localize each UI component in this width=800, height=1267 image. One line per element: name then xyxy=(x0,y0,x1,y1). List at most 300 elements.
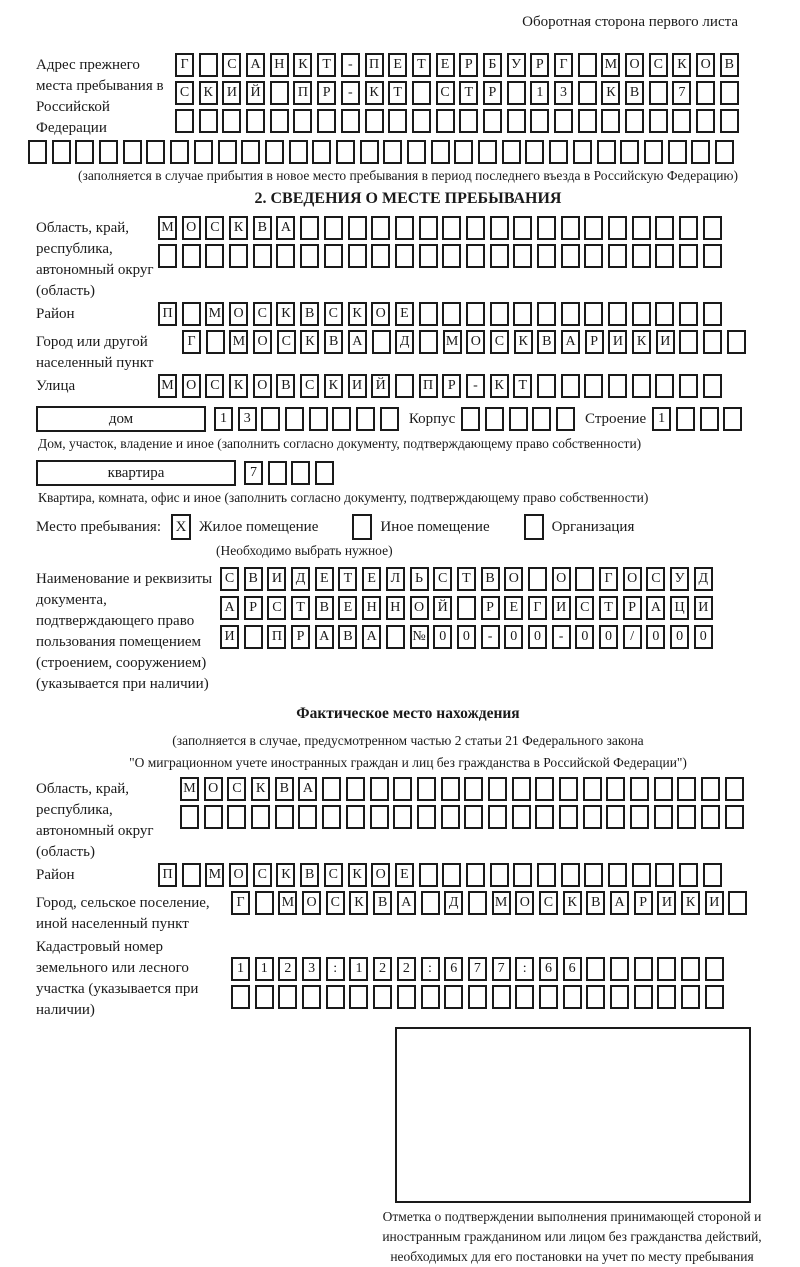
char-cell[interactable]: 0 xyxy=(528,625,547,649)
char-cell[interactable]: Т xyxy=(459,81,478,105)
char-cell[interactable]: С xyxy=(253,302,272,326)
char-cell[interactable] xyxy=(349,985,368,1009)
char-cell[interactable] xyxy=(275,805,294,829)
char-cell[interactable] xyxy=(584,244,603,268)
char-cell[interactable] xyxy=(468,985,487,1009)
char-cell[interactable]: К xyxy=(300,330,319,354)
char-cell[interactable] xyxy=(246,109,265,133)
char-cell[interactable] xyxy=(696,81,715,105)
stay-type-organization-checkbox[interactable] xyxy=(524,514,544,540)
char-cell[interactable] xyxy=(649,109,668,133)
char-cell[interactable] xyxy=(75,140,94,164)
char-cell[interactable] xyxy=(158,244,177,268)
char-cell[interactable]: А xyxy=(298,777,317,801)
char-cell[interactable] xyxy=(146,140,165,164)
char-cell[interactable]: Д xyxy=(395,330,414,354)
char-cell[interactable] xyxy=(170,140,189,164)
char-cell[interactable] xyxy=(444,985,463,1009)
char-cell[interactable]: А xyxy=(610,891,629,915)
char-cell[interactable] xyxy=(703,863,722,887)
char-cell[interactable]: К xyxy=(276,863,295,887)
char-cell[interactable]: Р xyxy=(244,596,263,620)
char-cell[interactable] xyxy=(326,985,345,1009)
char-cell[interactable]: Ц xyxy=(670,596,689,620)
char-cell[interactable] xyxy=(657,985,676,1009)
char-cell[interactable] xyxy=(490,863,509,887)
stay-type-residential-checkbox[interactable]: X xyxy=(171,514,191,540)
char-cell[interactable] xyxy=(466,244,485,268)
char-cell[interactable] xyxy=(270,81,289,105)
char-cell[interactable] xyxy=(676,407,695,431)
char-cell[interactable]: Т xyxy=(599,596,618,620)
char-cell[interactable] xyxy=(488,777,507,801)
char-cell[interactable] xyxy=(584,302,603,326)
char-cell[interactable]: Ь xyxy=(410,567,429,591)
char-cell[interactable] xyxy=(123,140,142,164)
char-cell[interactable]: К xyxy=(348,302,367,326)
char-cell[interactable] xyxy=(681,985,700,1009)
char-cell[interactable]: 7 xyxy=(244,461,263,485)
char-cell[interactable] xyxy=(537,244,556,268)
char-cell[interactable]: В xyxy=(315,596,334,620)
char-cell[interactable] xyxy=(356,407,375,431)
char-cell[interactable]: Р xyxy=(623,596,642,620)
char-cell[interactable] xyxy=(705,957,724,981)
char-cell[interactable] xyxy=(632,863,651,887)
char-cell[interactable] xyxy=(373,985,392,1009)
char-cell[interactable] xyxy=(180,805,199,829)
char-cell[interactable] xyxy=(52,140,71,164)
char-cell[interactable]: К xyxy=(601,81,620,105)
char-cell[interactable] xyxy=(421,891,440,915)
char-cell[interactable]: И xyxy=(220,625,239,649)
char-cell[interactable]: В xyxy=(625,81,644,105)
char-cell[interactable] xyxy=(679,374,698,398)
char-cell[interactable] xyxy=(466,216,485,240)
char-cell[interactable] xyxy=(417,805,436,829)
char-cell[interactable]: К xyxy=(251,777,270,801)
char-cell[interactable] xyxy=(561,244,580,268)
char-cell[interactable] xyxy=(199,109,218,133)
char-cell[interactable] xyxy=(512,805,531,829)
char-cell[interactable]: 0 xyxy=(575,625,594,649)
char-cell[interactable] xyxy=(388,109,407,133)
char-cell[interactable]: С xyxy=(324,302,343,326)
char-cell[interactable]: Д xyxy=(444,891,463,915)
char-cell[interactable] xyxy=(703,302,722,326)
char-cell[interactable]: Й xyxy=(433,596,452,620)
char-cell[interactable] xyxy=(608,302,627,326)
char-cell[interactable] xyxy=(701,777,720,801)
char-cell[interactable]: И xyxy=(694,596,713,620)
char-cell[interactable] xyxy=(539,985,558,1009)
char-cell[interactable]: П xyxy=(158,302,177,326)
char-cell[interactable] xyxy=(720,109,739,133)
char-cell[interactable] xyxy=(657,957,676,981)
char-cell[interactable] xyxy=(575,567,594,591)
char-cell[interactable] xyxy=(632,244,651,268)
char-cell[interactable]: С xyxy=(277,330,296,354)
char-cell[interactable]: О xyxy=(302,891,321,915)
char-cell[interactable]: Е xyxy=(362,567,381,591)
char-cell[interactable] xyxy=(528,567,547,591)
char-cell[interactable] xyxy=(312,140,331,164)
char-cell[interactable] xyxy=(701,805,720,829)
char-cell[interactable]: Е xyxy=(338,596,357,620)
char-cell[interactable] xyxy=(253,244,272,268)
char-cell[interactable]: С xyxy=(490,330,509,354)
char-cell[interactable] xyxy=(632,374,651,398)
char-cell[interactable]: 3 xyxy=(302,957,321,981)
char-cell[interactable] xyxy=(488,805,507,829)
char-cell[interactable] xyxy=(681,957,700,981)
char-cell[interactable] xyxy=(679,863,698,887)
char-cell[interactable] xyxy=(578,53,597,77)
char-cell[interactable] xyxy=(696,109,715,133)
char-cell[interactable]: О xyxy=(625,53,644,77)
char-cell[interactable] xyxy=(289,140,308,164)
char-cell[interactable]: С xyxy=(324,863,343,887)
char-cell[interactable]: Л xyxy=(386,567,405,591)
char-cell[interactable]: - xyxy=(466,374,485,398)
char-cell[interactable] xyxy=(725,777,744,801)
char-cell[interactable]: О xyxy=(253,374,272,398)
char-cell[interactable] xyxy=(348,244,367,268)
char-cell[interactable] xyxy=(229,244,248,268)
char-cell[interactable]: Н xyxy=(386,596,405,620)
char-cell[interactable]: П xyxy=(158,863,177,887)
char-cell[interactable] xyxy=(507,81,526,105)
char-cell[interactable] xyxy=(206,330,225,354)
char-cell[interactable] xyxy=(442,244,461,268)
char-cell[interactable]: - xyxy=(341,81,360,105)
char-cell[interactable] xyxy=(525,140,544,164)
char-cell[interactable]: 6 xyxy=(563,957,582,981)
char-cell[interactable] xyxy=(332,407,351,431)
char-cell[interactable] xyxy=(278,985,297,1009)
char-cell[interactable]: Р xyxy=(634,891,653,915)
char-cell[interactable]: В xyxy=(537,330,556,354)
char-cell[interactable]: Т xyxy=(412,53,431,77)
char-cell[interactable] xyxy=(578,109,597,133)
char-cell[interactable] xyxy=(441,805,460,829)
char-cell[interactable] xyxy=(559,777,578,801)
char-cell[interactable] xyxy=(28,140,47,164)
char-cell[interactable] xyxy=(537,374,556,398)
char-cell[interactable]: К xyxy=(514,330,533,354)
char-cell[interactable]: С xyxy=(222,53,241,77)
char-cell[interactable]: А xyxy=(315,625,334,649)
char-cell[interactable] xyxy=(407,140,426,164)
char-cell[interactable]: Д xyxy=(694,567,713,591)
char-cell[interactable]: 1 xyxy=(652,407,671,431)
char-cell[interactable] xyxy=(244,625,263,649)
char-cell[interactable]: П xyxy=(419,374,438,398)
char-cell[interactable]: И xyxy=(608,330,627,354)
char-cell[interactable] xyxy=(464,805,483,829)
char-cell[interactable] xyxy=(300,216,319,240)
char-cell[interactable] xyxy=(421,985,440,1009)
char-cell[interactable]: : xyxy=(326,957,345,981)
char-cell[interactable]: О xyxy=(371,863,390,887)
char-cell[interactable]: Т xyxy=(317,53,336,77)
char-cell[interactable]: В xyxy=(373,891,392,915)
char-cell[interactable]: : xyxy=(515,957,534,981)
char-cell[interactable] xyxy=(417,777,436,801)
char-cell[interactable]: В xyxy=(720,53,739,77)
char-cell[interactable] xyxy=(644,140,663,164)
char-cell[interactable]: М xyxy=(158,374,177,398)
char-cell[interactable]: О xyxy=(182,374,201,398)
char-cell[interactable] xyxy=(276,244,295,268)
char-cell[interactable] xyxy=(630,777,649,801)
char-cell[interactable] xyxy=(632,216,651,240)
char-cell[interactable]: / xyxy=(623,625,642,649)
char-cell[interactable]: - xyxy=(552,625,571,649)
char-cell[interactable] xyxy=(561,374,580,398)
char-cell[interactable] xyxy=(265,140,284,164)
char-cell[interactable]: Е xyxy=(395,302,414,326)
char-cell[interactable]: С xyxy=(433,567,452,591)
char-cell[interactable] xyxy=(419,330,438,354)
char-cell[interactable] xyxy=(442,302,461,326)
char-cell[interactable] xyxy=(241,140,260,164)
char-cell[interactable]: И xyxy=(267,567,286,591)
char-cell[interactable] xyxy=(727,330,746,354)
char-cell[interactable] xyxy=(630,805,649,829)
char-cell[interactable]: Е xyxy=(436,53,455,77)
char-cell[interactable]: В xyxy=(300,302,319,326)
char-cell[interactable]: У xyxy=(507,53,526,77)
char-cell[interactable] xyxy=(515,985,534,1009)
char-cell[interactable]: С xyxy=(300,374,319,398)
char-cell[interactable]: О xyxy=(504,567,523,591)
char-cell[interactable]: В xyxy=(253,216,272,240)
char-cell[interactable]: : xyxy=(421,957,440,981)
char-cell[interactable]: К xyxy=(229,374,248,398)
char-cell[interactable]: Р xyxy=(459,53,478,77)
char-cell[interactable]: М xyxy=(278,891,297,915)
char-cell[interactable] xyxy=(302,985,321,1009)
char-cell[interactable] xyxy=(606,805,625,829)
char-cell[interactable] xyxy=(625,109,644,133)
char-cell[interactable]: С xyxy=(220,567,239,591)
char-cell[interactable]: Т xyxy=(338,567,357,591)
char-cell[interactable] xyxy=(561,302,580,326)
char-cell[interactable]: С xyxy=(175,81,194,105)
char-cell[interactable]: 0 xyxy=(599,625,618,649)
char-cell[interactable]: 2 xyxy=(373,957,392,981)
char-cell[interactable]: А xyxy=(561,330,580,354)
char-cell[interactable] xyxy=(393,805,412,829)
char-cell[interactable] xyxy=(380,407,399,431)
char-cell[interactable]: М xyxy=(492,891,511,915)
char-cell[interactable] xyxy=(507,109,526,133)
char-cell[interactable]: Е xyxy=(315,567,334,591)
char-cell[interactable] xyxy=(360,140,379,164)
char-cell[interactable] xyxy=(270,109,289,133)
char-cell[interactable] xyxy=(601,109,620,133)
char-cell[interactable]: Р xyxy=(317,81,336,105)
char-cell[interactable]: К xyxy=(229,216,248,240)
char-cell[interactable]: Г xyxy=(231,891,250,915)
char-cell[interactable] xyxy=(584,216,603,240)
char-cell[interactable] xyxy=(298,805,317,829)
char-cell[interactable] xyxy=(655,302,674,326)
char-cell[interactable]: М xyxy=(229,330,248,354)
char-cell[interactable]: И xyxy=(348,374,367,398)
char-cell[interactable] xyxy=(348,216,367,240)
char-cell[interactable] xyxy=(654,805,673,829)
char-cell[interactable] xyxy=(490,244,509,268)
char-cell[interactable]: 1 xyxy=(231,957,250,981)
char-cell[interactable] xyxy=(556,407,575,431)
char-cell[interactable] xyxy=(261,407,280,431)
char-cell[interactable] xyxy=(655,863,674,887)
char-cell[interactable] xyxy=(483,109,502,133)
char-cell[interactable]: Б xyxy=(483,53,502,77)
char-cell[interactable] xyxy=(610,957,629,981)
char-cell[interactable] xyxy=(317,109,336,133)
char-cell[interactable] xyxy=(175,109,194,133)
char-cell[interactable]: Т xyxy=(291,596,310,620)
char-cell[interactable] xyxy=(554,109,573,133)
char-cell[interactable] xyxy=(293,109,312,133)
char-cell[interactable] xyxy=(255,985,274,1009)
char-cell[interactable]: О xyxy=(253,330,272,354)
char-cell[interactable] xyxy=(537,302,556,326)
char-cell[interactable] xyxy=(677,777,696,801)
char-cell[interactable]: Р xyxy=(442,374,461,398)
char-cell[interactable]: К xyxy=(681,891,700,915)
char-cell[interactable] xyxy=(397,985,416,1009)
char-cell[interactable] xyxy=(620,140,639,164)
char-cell[interactable] xyxy=(606,777,625,801)
char-cell[interactable]: К xyxy=(349,891,368,915)
char-cell[interactable] xyxy=(584,374,603,398)
char-cell[interactable] xyxy=(502,140,521,164)
char-cell[interactable] xyxy=(512,777,531,801)
char-cell[interactable]: К xyxy=(293,53,312,77)
char-cell[interactable]: 7 xyxy=(492,957,511,981)
char-cell[interactable]: К xyxy=(490,374,509,398)
char-cell[interactable] xyxy=(300,244,319,268)
char-cell[interactable]: Г xyxy=(182,330,201,354)
char-cell[interactable]: М xyxy=(158,216,177,240)
char-cell[interactable] xyxy=(586,957,605,981)
char-cell[interactable] xyxy=(291,461,310,485)
char-cell[interactable] xyxy=(634,985,653,1009)
char-cell[interactable] xyxy=(563,985,582,1009)
char-cell[interactable] xyxy=(199,53,218,77)
char-cell[interactable]: Р xyxy=(530,53,549,77)
char-cell[interactable]: 1 xyxy=(214,407,233,431)
char-cell[interactable] xyxy=(218,140,237,164)
char-cell[interactable]: К xyxy=(365,81,384,105)
char-cell[interactable]: 0 xyxy=(670,625,689,649)
char-cell[interactable]: 0 xyxy=(694,625,713,649)
char-cell[interactable]: В xyxy=(481,567,500,591)
char-cell[interactable] xyxy=(315,461,334,485)
char-cell[interactable]: К xyxy=(348,863,367,887)
char-cell[interactable] xyxy=(370,777,389,801)
char-cell[interactable] xyxy=(679,244,698,268)
char-cell[interactable]: П xyxy=(267,625,286,649)
char-cell[interactable]: Г xyxy=(599,567,618,591)
char-cell[interactable]: 0 xyxy=(433,625,452,649)
char-cell[interactable]: Е xyxy=(504,596,523,620)
char-cell[interactable]: С xyxy=(539,891,558,915)
char-cell[interactable]: С xyxy=(227,777,246,801)
char-cell[interactable]: О xyxy=(515,891,534,915)
char-cell[interactable]: С xyxy=(649,53,668,77)
char-cell[interactable]: О xyxy=(182,216,201,240)
char-cell[interactable] xyxy=(370,805,389,829)
char-cell[interactable] xyxy=(610,985,629,1009)
char-cell[interactable] xyxy=(513,863,532,887)
char-cell[interactable] xyxy=(677,805,696,829)
char-cell[interactable] xyxy=(559,805,578,829)
char-cell[interactable]: О xyxy=(371,302,390,326)
char-cell[interactable]: О xyxy=(466,330,485,354)
char-cell[interactable]: Т xyxy=(457,567,476,591)
char-cell[interactable] xyxy=(532,407,551,431)
char-cell[interactable]: А xyxy=(246,53,265,77)
char-cell[interactable]: 6 xyxy=(539,957,558,981)
char-cell[interactable]: В xyxy=(300,863,319,887)
char-cell[interactable] xyxy=(573,140,592,164)
char-cell[interactable] xyxy=(431,140,450,164)
char-cell[interactable]: О xyxy=(229,863,248,887)
char-cell[interactable] xyxy=(182,863,201,887)
char-cell[interactable] xyxy=(672,109,691,133)
char-cell[interactable]: К xyxy=(324,374,343,398)
char-cell[interactable] xyxy=(679,302,698,326)
char-cell[interactable]: С xyxy=(326,891,345,915)
char-cell[interactable] xyxy=(679,216,698,240)
char-cell[interactable] xyxy=(513,216,532,240)
char-cell[interactable]: - xyxy=(341,53,360,77)
char-cell[interactable]: В xyxy=(275,777,294,801)
char-cell[interactable] xyxy=(654,777,673,801)
char-cell[interactable]: О xyxy=(696,53,715,77)
char-cell[interactable]: А xyxy=(362,625,381,649)
char-cell[interactable]: М xyxy=(205,302,224,326)
char-cell[interactable] xyxy=(513,302,532,326)
char-cell[interactable] xyxy=(324,216,343,240)
char-cell[interactable] xyxy=(608,863,627,887)
char-cell[interactable] xyxy=(419,302,438,326)
char-cell[interactable]: А xyxy=(276,216,295,240)
char-cell[interactable] xyxy=(383,140,402,164)
char-cell[interactable] xyxy=(461,407,480,431)
char-cell[interactable]: А xyxy=(646,596,665,620)
char-cell[interactable] xyxy=(442,216,461,240)
char-cell[interactable] xyxy=(703,244,722,268)
char-cell[interactable]: А xyxy=(348,330,367,354)
char-cell[interactable] xyxy=(194,140,213,164)
char-cell[interactable]: 1 xyxy=(530,81,549,105)
char-cell[interactable] xyxy=(578,81,597,105)
char-cell[interactable] xyxy=(231,985,250,1009)
char-cell[interactable] xyxy=(492,985,511,1009)
char-cell[interactable] xyxy=(372,330,391,354)
char-cell[interactable] xyxy=(222,109,241,133)
char-cell[interactable]: П xyxy=(365,53,384,77)
char-cell[interactable] xyxy=(720,81,739,105)
char-cell[interactable] xyxy=(457,596,476,620)
char-cell[interactable]: Н xyxy=(362,596,381,620)
